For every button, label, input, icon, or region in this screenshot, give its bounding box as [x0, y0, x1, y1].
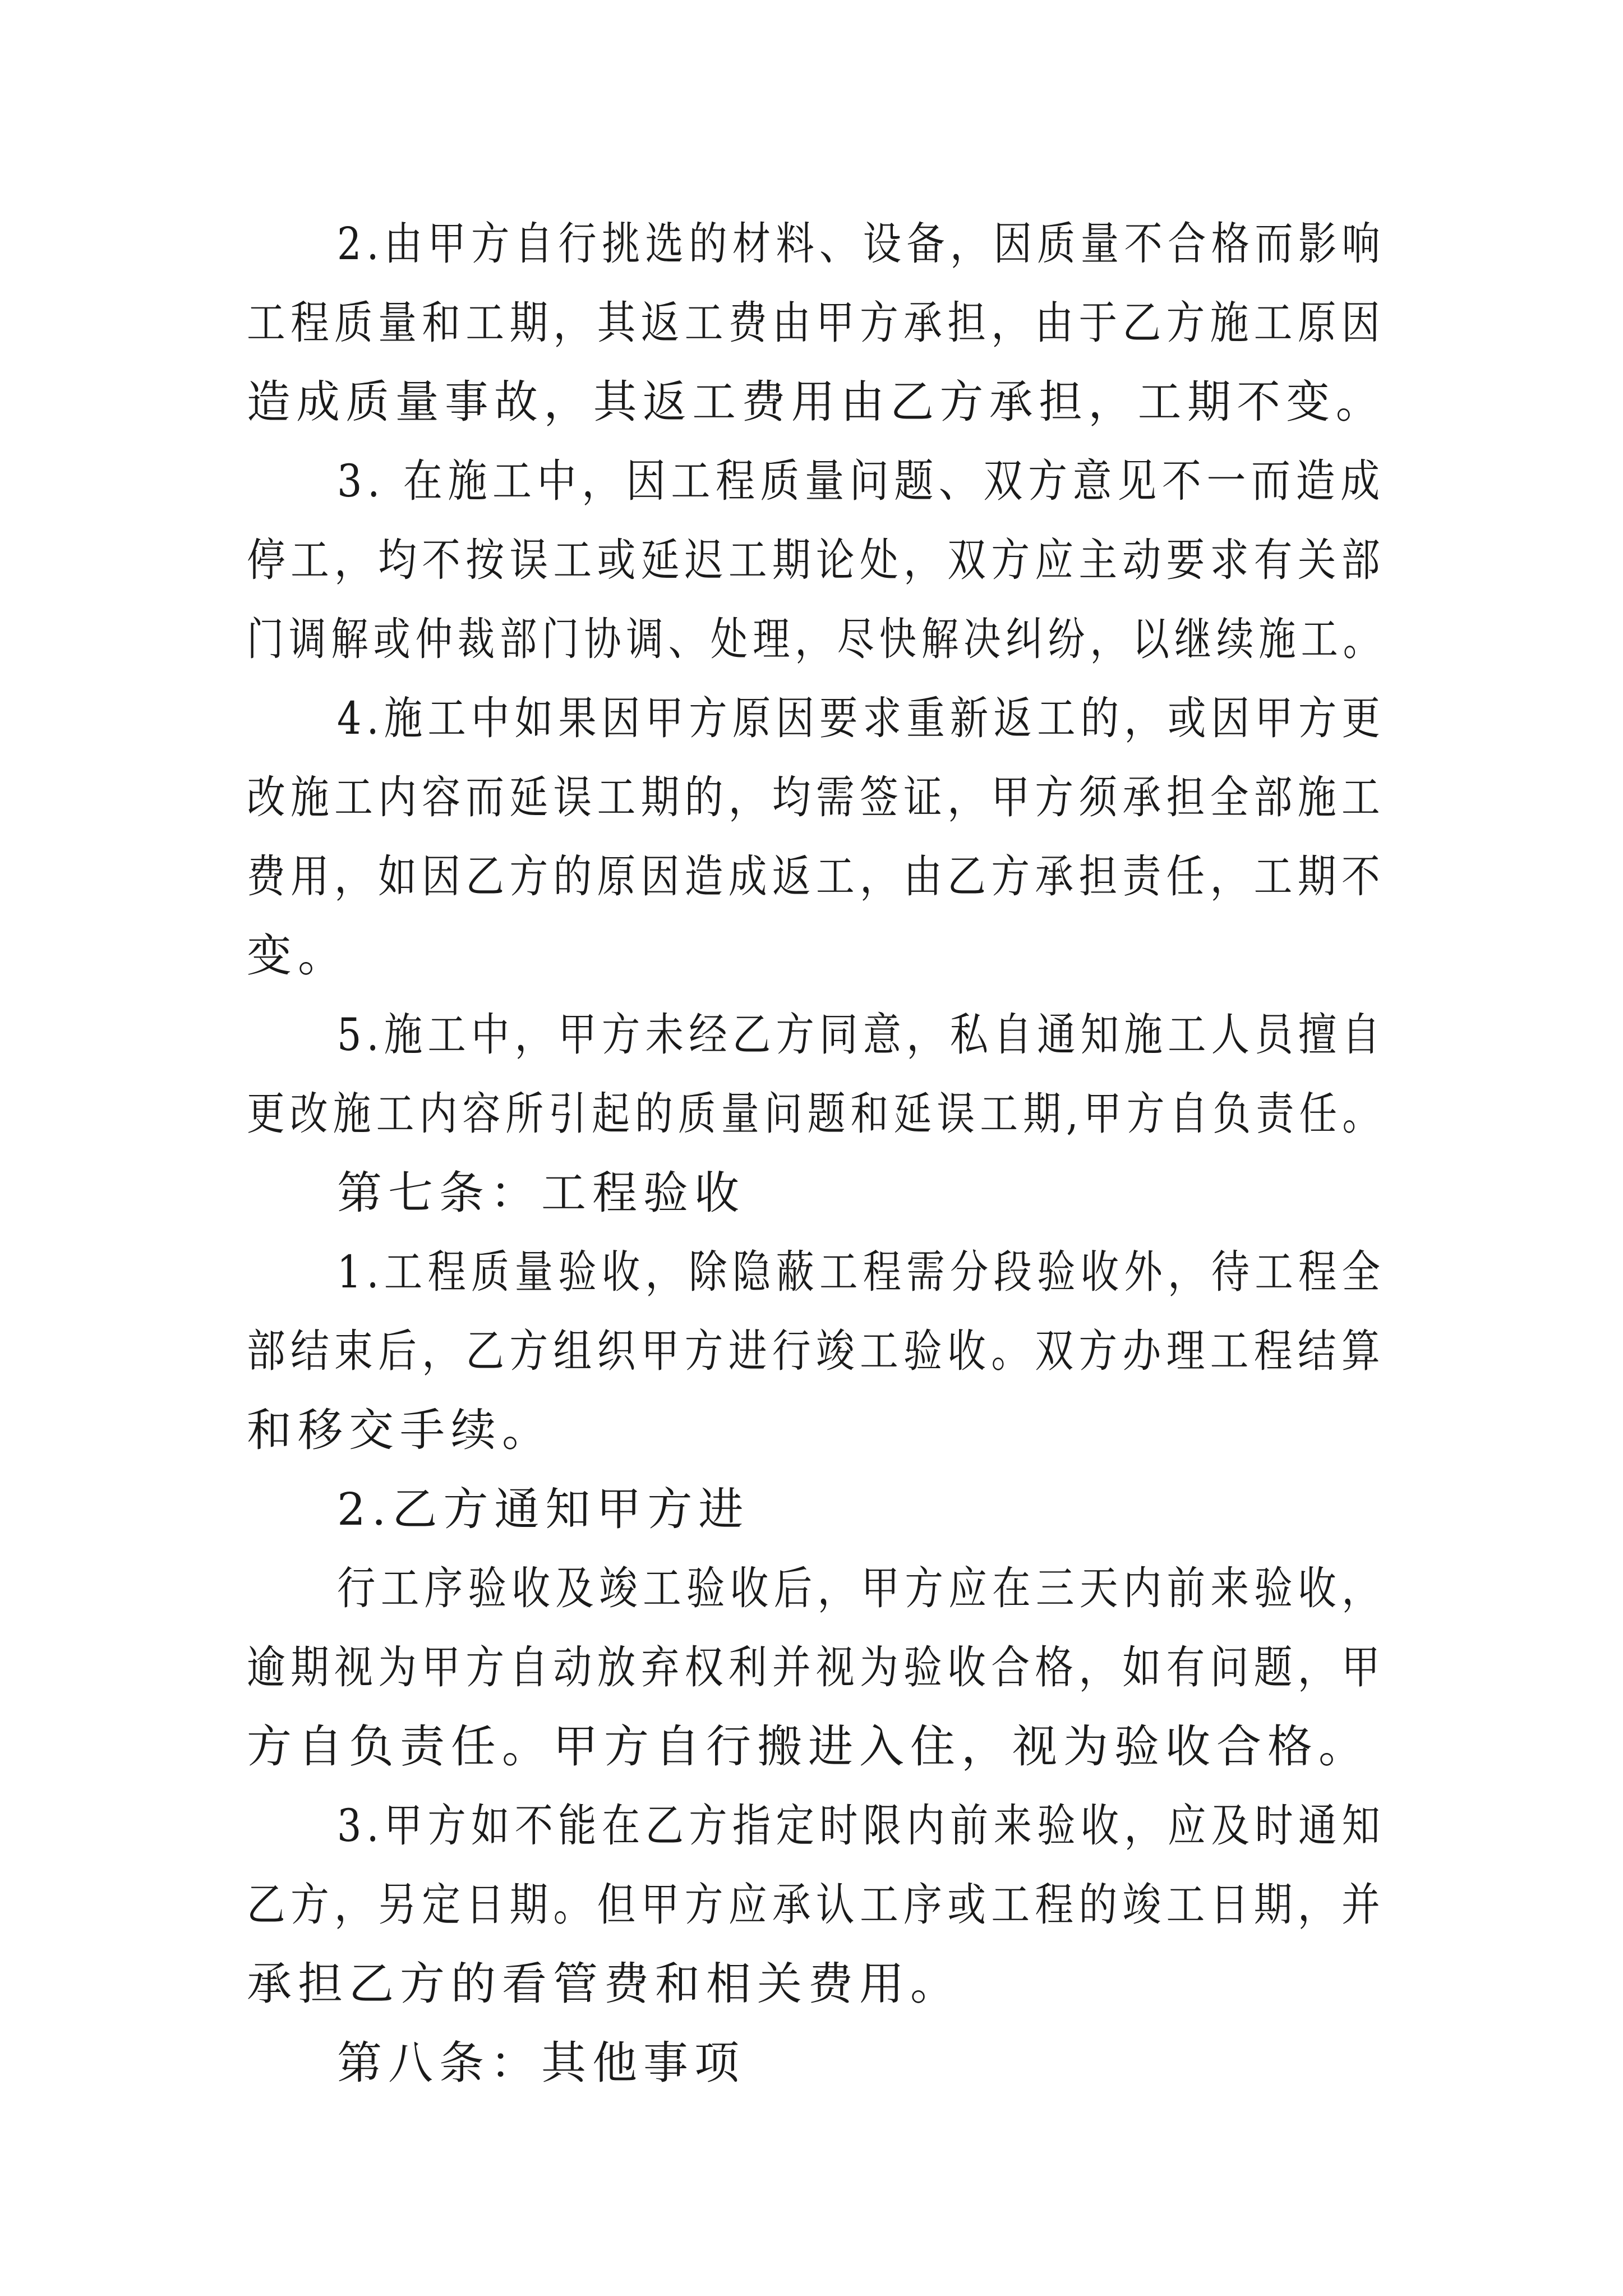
text-line: 更改施工内容所引起的质量问题和延误工期,甲方自负责任。: [247, 1088, 1386, 1140]
text-line: 改施工内容而延误工期的，均需签证，甲方须承担全部施工: [247, 771, 1386, 823]
text-line: 2.由甲方自行挑选的材料、设备，因质量不合格而影响: [337, 218, 1386, 270]
text-line: 门调解或仲裁部门协调、处理，尽快解决纠纷，以继续施工。: [247, 613, 1385, 665]
text-line: 方自负责任。甲方自行搬进入住，视为验收合格。: [247, 1720, 1370, 1773]
text-line: 承担乙方的看管费和相关费用。: [247, 1958, 961, 2010]
text-line: 费用，如因乙方的原因造成返工，由乙方承担责任，工期不: [247, 850, 1386, 903]
text-line: 3.甲方如不能在乙方指定时限内前来验收，应及时通知: [337, 1800, 1386, 1852]
text-line: 行工序验收及竣工验收后，甲方应在三天内前来验收，: [337, 1562, 1386, 1614]
text-line: 停工，均不按误工或延迟工期论处，双方应主动要求有关部: [247, 534, 1386, 586]
text-line: 4.施工中如果因甲方原因要求重新返工的，或因甲方更: [337, 692, 1386, 744]
text-line: 5.施工中，甲方未经乙方同意，私自通知施工人员擅自: [337, 1009, 1386, 1061]
text-line: 造成质量事故，其返工费用由乙方承担，工期不变。: [247, 376, 1386, 428]
text-line: 工程质量和工期，其返工费由甲方承担，由于乙方施工原因: [247, 297, 1386, 349]
text-line: 逾期视为甲方自动放弃权利并视为验收合格，如有问题，甲: [247, 1641, 1386, 1694]
section-heading: 第七条：工程验收: [337, 1167, 745, 1219]
text-line: 和移交手续。: [247, 1404, 553, 1456]
text-line: 3. 在施工中，因工程质量问题、双方意见不一而造成: [337, 455, 1385, 507]
text-line: 2.乙方通知甲方进: [337, 1483, 750, 1535]
section-heading: 第八条：其他事项: [337, 2037, 745, 2089]
text-line: 乙方，另定日期。但甲方应承认工序或工程的竣工日期，并: [247, 1879, 1386, 1931]
text-line: 部结束后，乙方组织甲方进行竣工验收。双方办理工程结算: [247, 1325, 1386, 1377]
text-line: 1.工程质量验收，除隐蔽工程需分段验收外，待工程全: [337, 1246, 1386, 1298]
text-line: 变。: [247, 930, 349, 982]
